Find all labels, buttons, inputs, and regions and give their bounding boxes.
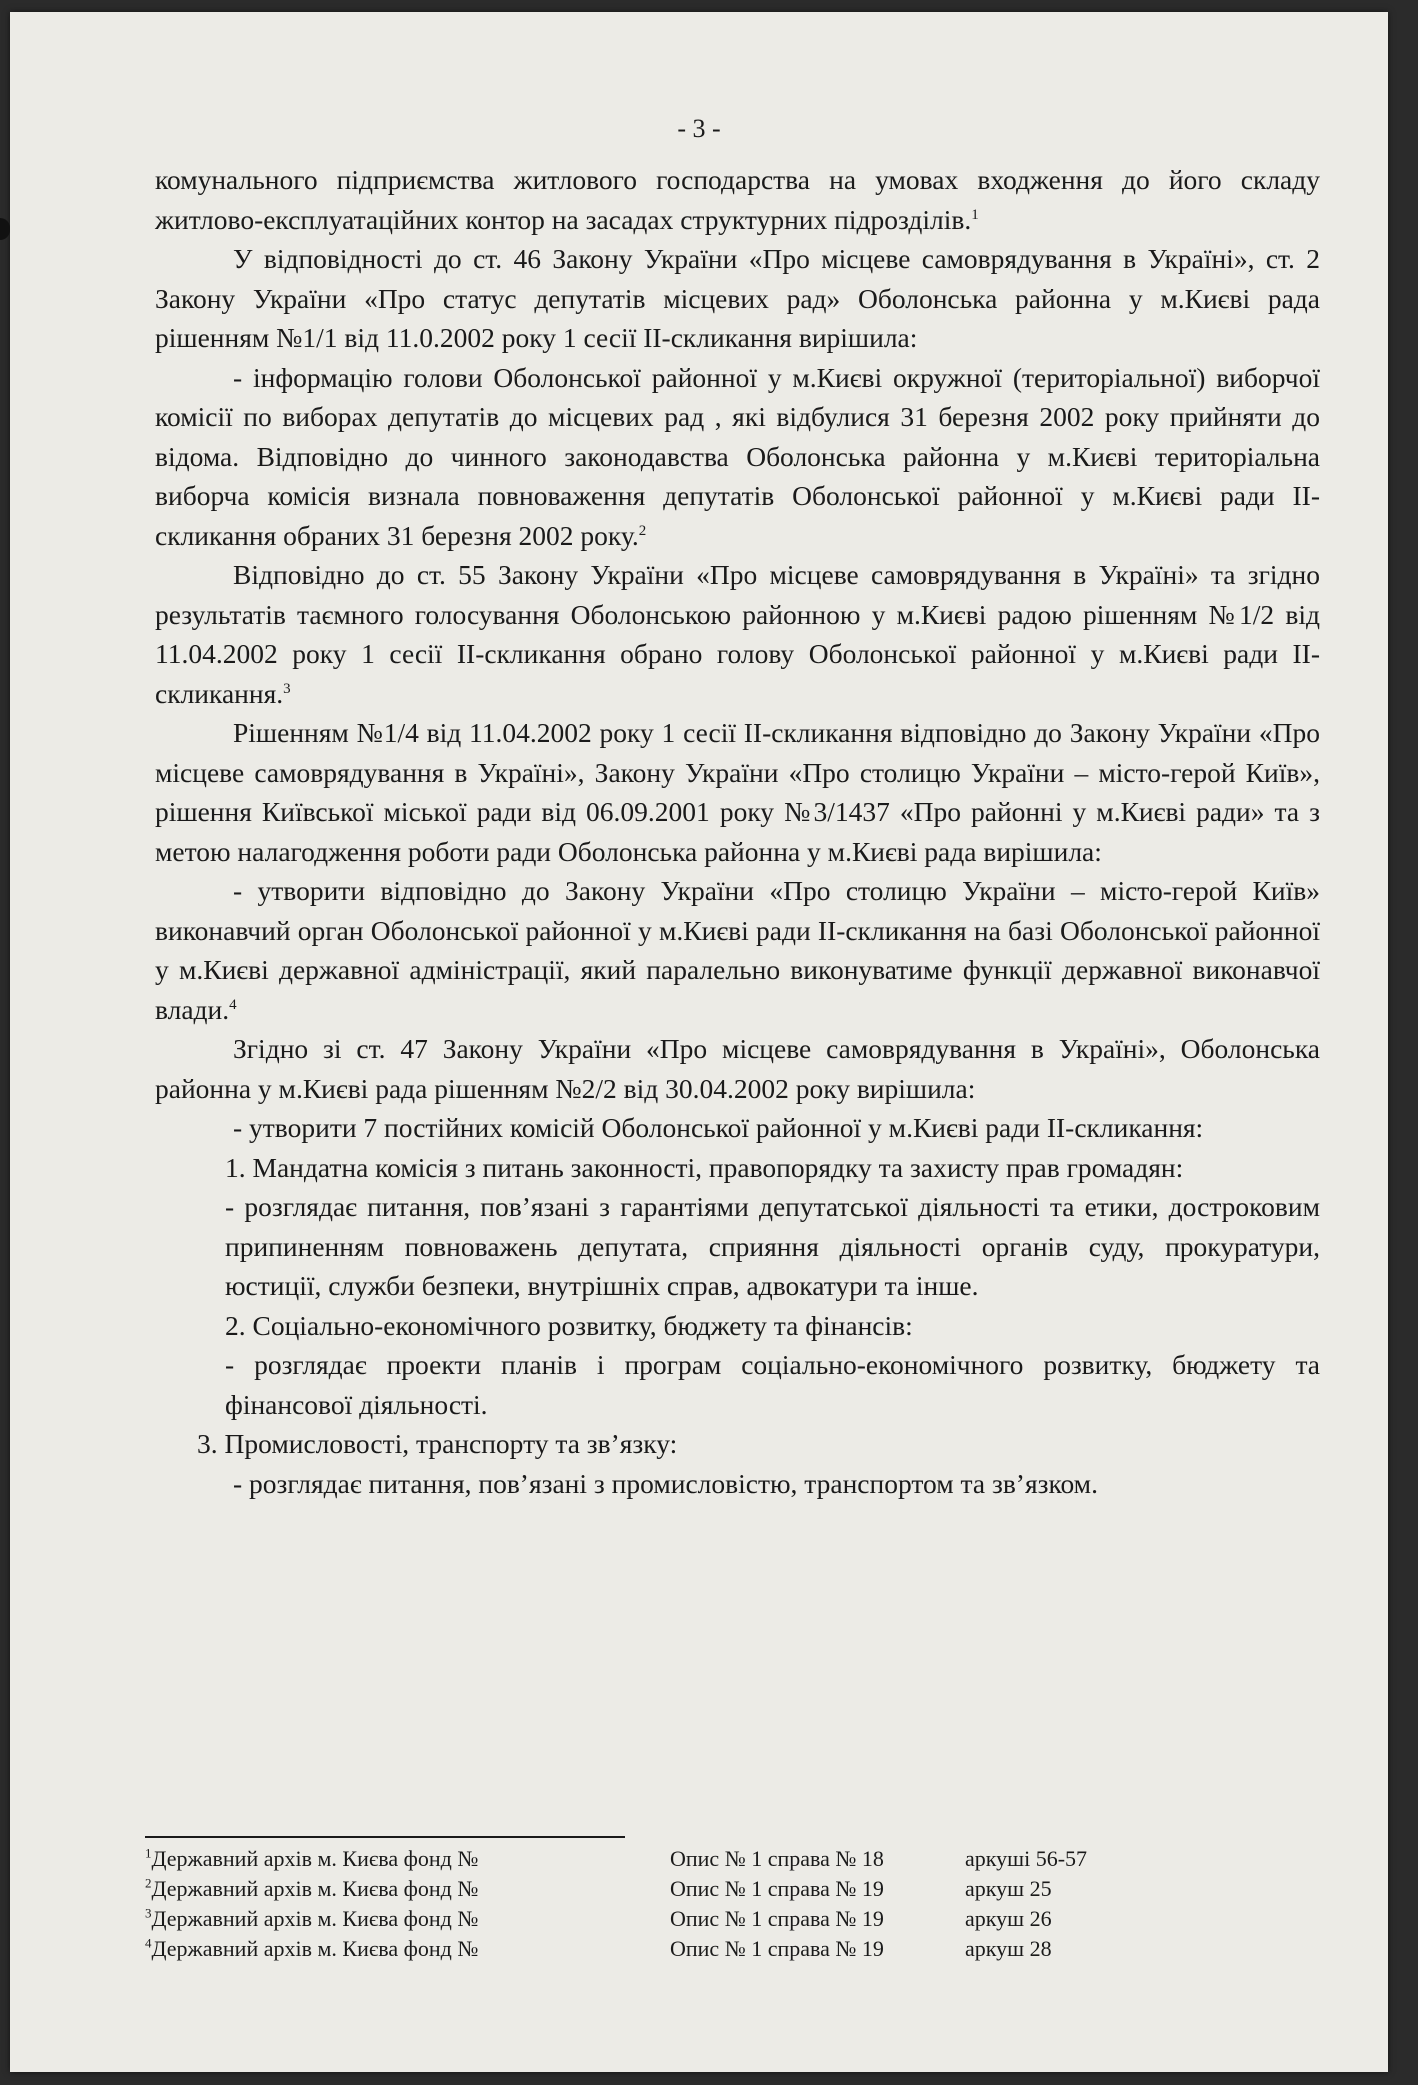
paragraph-text: - розглядає проекти планів і програм соціально-економічного розвитку, бюджету та фінансової діяльності. <box>225 1349 1320 1420</box>
paragraph-text: У відповідності до ст. 46 Закону України «Про місцеве самоврядування в Україні», ст. 2 Закону України «Про статус депутатів місцевих рад» Оболонська районна у м.Києві рада рішенням №1/1 від 11.0.2002 року 1 сесії ІІ-скликання вирішила: <box>155 243 1320 353</box>
commission-description <box>155 1345 1320 1424</box>
paragraph <box>155 239 1320 358</box>
footnote-row <box>145 1844 1245 1874</box>
footnote-source <box>145 1874 670 1904</box>
footnote-number: 1 <box>145 1845 152 1861</box>
paragraph <box>155 713 1320 871</box>
footnote-source <box>145 1844 670 1874</box>
paragraph-text: - утворити 7 постійних комісій Оболонської районної у м.Києві ради ІІ-скликання: <box>233 1112 1204 1143</box>
paragraph-text: - розглядає питання, пов’язані з промисловістю, транспортом та зв’язком. <box>233 1467 1098 1499</box>
footnote-source <box>145 1934 670 1964</box>
commission-heading <box>155 1148 1320 1188</box>
footnote-row <box>145 1904 1245 1934</box>
footnote-source <box>145 1904 670 1934</box>
paragraph-text: комунального підприємства житлового господарства на умовах входження до його складу житлово-експлуатаційних контор на засадах структурних підрозділів. <box>155 164 1320 235</box>
commission-description <box>155 1464 1320 1504</box>
footnote-ref: 2 <box>638 522 647 539</box>
footnote-source-text: Державний архів м. Києва фонд № <box>151 1906 479 1931</box>
footnote-inventory: Опис № 1 справа № 18 <box>670 1846 884 1871</box>
paragraph <box>155 555 1320 713</box>
footnote-number: 3 <box>145 1905 152 1921</box>
footnote-sheets: аркуші 56-57 <box>965 1846 1088 1871</box>
paragraph-text: 2. Соціально-економічного розвитку, бюджету та фінансів: <box>225 1309 913 1341</box>
footnote-row <box>145 1874 1245 1904</box>
paragraph-text: Згідно зі ст. 47 Закону України «Про місцеве самоврядування в Україні», Оболонська районна у м.Києві рада рішенням №2/2 від 30.04.2002 року вирішила: <box>155 1033 1320 1104</box>
paragraph <box>155 871 1320 1029</box>
page-number: - 3 - <box>677 114 721 143</box>
footnote-sheets: аркуш 26 <box>965 1906 1052 1931</box>
footnote-inventory: Опис № 1 справа № 19 <box>670 1936 884 1961</box>
paragraph-text: 3. Промисловості, транспорту та зв’язку: <box>197 1428 678 1459</box>
footnote-row <box>145 1934 1245 1964</box>
paragraph-text: Відповідно до ст. 55 Закону України «Про місцеве самоврядування в Україні» та згідно результатів таємного голосування Оболонською районною у м.Києві радою рішенням №1/2 від 11.04.2002 року 1 сесії ІІ-скликання обрано голову Оболонської районної у м.Києві ради ІІ-скликання. <box>155 559 1320 709</box>
footnote-source-text: Державний архів м. Києва фонд № <box>151 1876 479 1901</box>
paragraph <box>155 160 1320 239</box>
footnote-number: 2 <box>145 1875 152 1891</box>
paragraph-text: - розглядає питання, пов’язані з гарантіями депутатської діяльності та етики, достроковим припиненням повноважень депутата, сприяння діяльності органів суду, прокуратури, юстиції, служби безпеки, внутрішніх справ, адвокатури та інше. <box>225 1191 1320 1301</box>
paragraph-text: 1. Мандатна комісія з питань законності, правопорядку та захисту прав громадян: <box>225 1151 1184 1183</box>
footnote-ref: 3 <box>283 680 291 697</box>
paragraph-text: - інформацію голови Оболонської районної у м.Києві окружної (територіальної) виборчої комісії по виборах депутатів до місцевих рад , які відбулися 31 березня 2002 року прийняти до відома. Відповідно до чинного законодавства Оболонська районна у м.Києві територіальна виборча комісія визнала повноваження депутатів Оболонської районної у м.Києві ради ІІ-скликання обраних 31 березня 2002 року. <box>155 361 1320 551</box>
commission-heading <box>155 1424 1320 1464</box>
body-text <box>155 160 1320 1503</box>
paragraph <box>155 1029 1320 1108</box>
footnote-ref: 1 <box>971 206 979 223</box>
commission-heading <box>155 1306 1320 1346</box>
footnote-sheets: аркуш 25 <box>965 1876 1052 1901</box>
footnote-sheets: аркуш 28 <box>965 1936 1052 1961</box>
paragraph-text: Рішенням №1/4 від 11.04.2002 року 1 сесії ІІ-скликання відповідно до Закону України «Про місцеве самоврядування в Україні», Закону України «Про столицю України – місто-герой Київ», рішення Київської міської ради від 06.09.2001 року №3/1437 «Про районні у м.Києві ради» та з метою налагодження роботи ради Оболонська районна у м.Києві рада вирішила: <box>155 717 1320 867</box>
paragraph <box>155 358 1320 556</box>
paragraph <box>155 1108 1320 1148</box>
footnote-inventory: Опис № 1 справа № 19 <box>670 1876 884 1901</box>
footnote-source-text: Державний архів м. Києва фонд № <box>151 1846 479 1871</box>
paragraph-text: - утворити відповідно до Закону України «Про столицю України – місто-герой Київ» виконавчий орган Оболонської районної у м.Києві ради ІІ-скликання на базі Оболонської районної у м.Києві державної адміністрації, який паралельно виконуватиме функції державної виконавчої влади. <box>155 875 1320 1025</box>
binding-hole <box>0 218 10 240</box>
footnote-number: 4 <box>145 1935 152 1951</box>
footnotes <box>145 1844 1245 1964</box>
document-page <box>10 12 1388 2072</box>
footnote-inventory: Опис № 1 справа № 19 <box>670 1906 884 1931</box>
footnote-source-text: Державний архів м. Києва фонд № <box>151 1936 479 1961</box>
footnote-ref: 4 <box>229 996 237 1013</box>
commission-description <box>155 1187 1320 1306</box>
footnote-divider <box>145 1836 625 1838</box>
